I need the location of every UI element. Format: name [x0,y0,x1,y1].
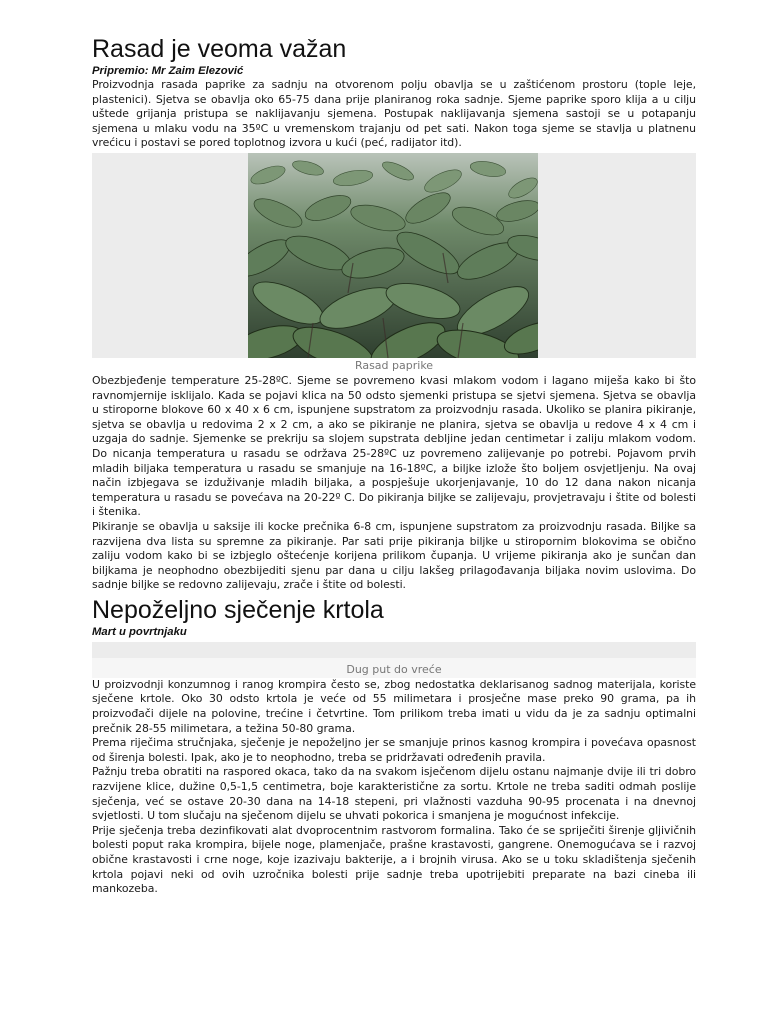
pepper-seedlings-photo [248,153,538,358]
section-byline: Mart u povrtnjaku [92,625,187,638]
article-paragraph: Prije sječenja treba dezinfikovati alat dvoprocentnim rastvorom formalina. Tako će se spriječiti širenje gljivičnih bolesti poput raka krompira, bijele noge, plamenjače, prašne krastavosti, gangrene. Onemogućava se i razvoj obične krastavosti i crne noge, koje izazivaju bakterije, a i brojnih virusa. Ako se u toku skladištenja sječenih krtola pojavi neki od ovih uzročnika bolesti prije sadnje treba upotrijebiti preparate na bazi cineba ili mankozeba. [92,823,696,896]
article-page [92,34,696,897]
article-paragraph: Pikiranje se obavlja u saksije ili kocke prečnika 6-8 cm, ispunjene supstratom za proizvodnju rasada. Biljke sa razvijena dva lista su spremne za pikiranje. Par sati prije pikiranja biljke u stiropornim blokovima se obično zaliju vodom kako bi se izbjeglo oštećenje korijena prilikom čupanja. U vrijeme pikiranja ako je sunčan dan biljkama je neophodno obezbijediti sjenu par dana u cilju lakšeg prilagođavanja biljaka novim uslovima. Do sadnje biljke se redovno zalijevaju, zrače i štite od bolesti. [92,519,696,592]
empty-figure-band [92,642,696,658]
article-paragraph: U proizvodnji konzumnog i ranog krompira često se, zbog nedostatka deklarisanog sadnog materijala, koriste sječene krtole. Oko 30 odsto krtola je veće od 55 milimetara i prosječne mase preko 90 grama, pa ih proizvođači dijele na polovine, trećine i četvrtine. Tom prilikom treba imati u vidu da je za sadnju optimalni prečnik 28-55 milimetara, a težina 50-80 grama. [92,677,696,735]
article-paragraph: Pažnju treba obratiti na raspored okaca, tako da na svakom isječenom dijelu ostanu najmanje dvije ili tri dobro razvijene klice, dužine 0,5-1,5 centimetra, boje karakteristične za sortu. Krtole ne treba saditi odmah poslije sječenja, već se ostave 20-30 dana na 14-18 stepeni, pri vlažnosti vazduha 90-95 procenata i na dnevnoj svjetlosti. U tom slučaju na sječenom dijelu se uhvati pokorica i smanjena je mogućnost infekcije. [92,765,696,823]
figure-box [92,153,696,358]
article-intro: Proizvodnja rasada paprike za sadnju na otvorenom polju obavlja se u zaštićenom prostoru (tople leje, plastenici). Sjetva se obavlja oko 65-75 dana prije planiranog roka sadnje. Sjeme paprike sporo klija a u cilju uštede grijanja pristupa se naklijavanju sjemena. Postupak naklijavanja sjemena sastoji se u potapanju sjemena u mlaku vodu na 35ºC u vremenskom trajanju od pet sati. Nakon toga sjeme se stavlja u platnenu vrećicu i postavi se pored toplotnog izvora u kući (peć, radijator itd). [92,78,696,150]
article-paragraph: Prema riječima stručnjaka, sječenje je nepoželjno jer se smanjuje prinos kasnog krompira i povećava opasnost od širenja bolesti. Ipak, ako je to neophodno, treba se pridržavati određenih pravila. [92,736,696,764]
photo-caption: Rasad paprike [354,358,434,372]
article-byline: Pripremio: Mr Zaim Elezović [92,65,244,77]
section-title: Nepoželjno sječenje krtola [92,595,384,624]
article-title: Rasad je veoma važan [92,35,347,63]
figure-caption: Dug put do vreće [92,658,696,678]
article-paragraph: Obezbjeđenje temperature 25-28ºC. Sjeme se povremeno kvasi mlakom vodom i lagano miješa kako bi što ravnomjernije isklijalo. Kada se pojavi klica na 50 odsto sjemenki pristupa se sjetvi sjemena. Sjetva se obavlja u stiroporne blokove 60 x 40 x 6 cm, ispunjene supstratom za proizvodnju rasada. Ukoliko se planira pikiranje, sjetva se obavlja u redovima 2 x 2 cm, a ako se pikiranje ne planira, sjetva se obavlja u redove 4 x 4 cm i uzgaja do sadnje. Sjemenke se prekriju sa slojem supstrata debljine jedan centimetar i zaliju mlakom vodom. Do nicanja temperatura u rasadu se održava 25-28ºC uz povremeno zalijevanje po potrebi. Pojavom prvih mladih biljaka temperatura u rasadu se smanjuje na 16-18ºC, a biljke izlože što boljem osvjetljenju. Na ovaj način izbjegava se izduživanje mladih biljaka, a pospješuje ukorjenjavanje, 10 do 12 dana nakon nicanja temperatura u rasadu se povećava na 20-22º C. Do pikiranja biljke se zalijevaju, provjetravaju i štite od bolesti i štenika. [92,373,696,519]
